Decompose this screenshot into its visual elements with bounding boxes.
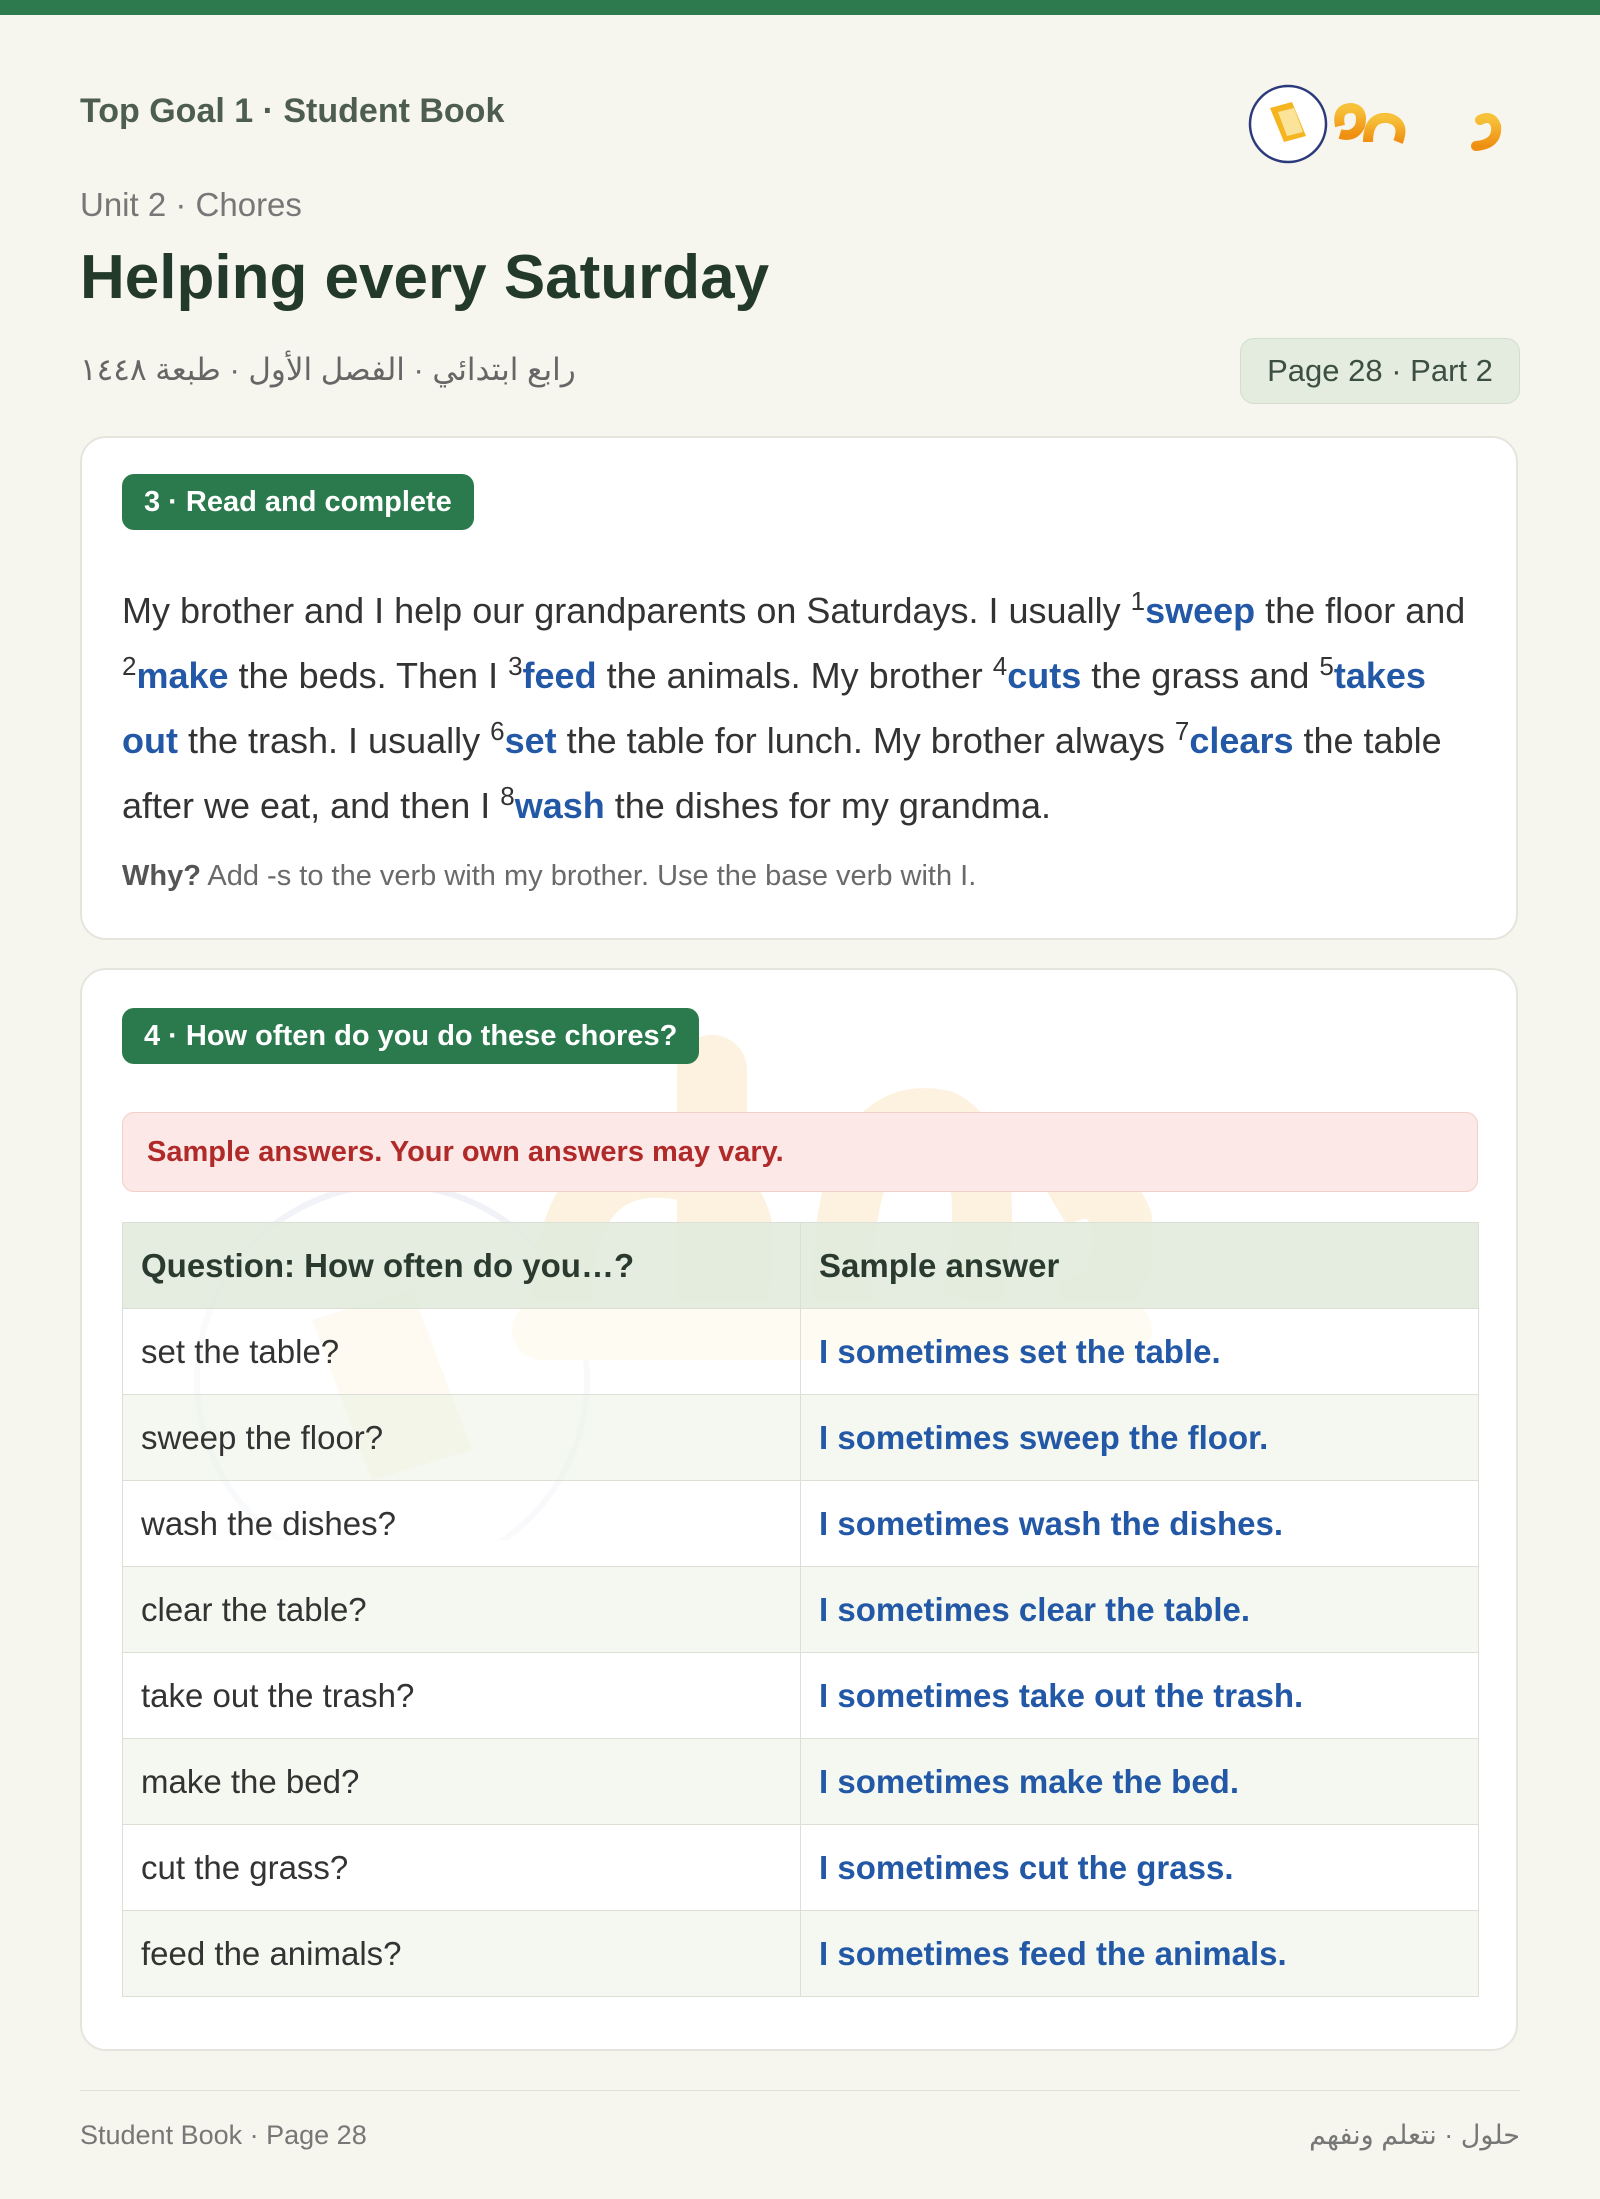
passage-text: the beds. Then I (228, 655, 509, 696)
blank-number: 1 (1130, 586, 1146, 616)
blank-answer: wash (514, 785, 605, 826)
passage-text: the table for lunch. My brother always (556, 720, 1175, 761)
why-label: Why? (122, 860, 201, 892)
chores-table (122, 1222, 1479, 1997)
column-header-question: Question: How often do you…? (123, 1223, 801, 1309)
table-row (123, 1653, 1479, 1739)
passage-text: the animals. My brother (596, 655, 993, 696)
top-accent-bar (0, 0, 1600, 15)
blank-answer: clears (1189, 720, 1294, 761)
passage-text: the trash. I usually (177, 720, 491, 761)
book-title: Top Goal 1 · Student Book (80, 92, 505, 130)
question-cell: feed the animals? (123, 1911, 801, 1997)
blank-answer: sweep (1145, 590, 1256, 631)
question-cell: clear the table? (123, 1567, 801, 1653)
answer-cell: I sometimes clear the table. (801, 1567, 1479, 1653)
blank-number: 4 (992, 651, 1008, 681)
question-cell: sweep the floor? (123, 1395, 801, 1481)
passage-text: the grass and (1081, 655, 1320, 696)
table-row (123, 1911, 1479, 1997)
exercise-4-heading: 4 · How often do you do these chores? (122, 1008, 699, 1064)
table-row (123, 1739, 1479, 1825)
blank-answer: make (136, 655, 229, 696)
answer-cell: I sometimes feed the animals. (801, 1911, 1479, 1997)
table-row (123, 1825, 1479, 1911)
question-cell: set the table? (123, 1309, 801, 1395)
exercise-4-card (80, 968, 1518, 2051)
passage-text: the table after we eat, and then I (122, 720, 1442, 826)
page-badge: Page 28 · Part 2 (1240, 338, 1520, 404)
footer-divider (80, 2090, 1520, 2091)
blank-answer: set (504, 720, 557, 761)
exercise-3-passage (122, 578, 1482, 838)
blank-answer: takes out (122, 655, 1426, 761)
answer-cell: I sometimes set the table. (801, 1309, 1479, 1395)
table-row (123, 1481, 1479, 1567)
question-cell: make the bed? (123, 1739, 801, 1825)
brand-logo (1248, 66, 1508, 176)
blank-number: 7 (1174, 716, 1190, 746)
unit-label: Unit 2 · Chores (80, 186, 302, 223)
blank-answer: cuts (1007, 655, 1082, 696)
sample-answers-note: Sample answers. Your own answers may vary. (122, 1112, 1478, 1192)
footer-brand-tagline: حلول · نتعلم ونفهم (1309, 2120, 1520, 2150)
blank-answer: feed (522, 655, 597, 696)
answer-cell: I sometimes cut the grass. (801, 1825, 1479, 1911)
table-header-row (123, 1223, 1479, 1309)
page-header (80, 92, 1520, 131)
table-row (123, 1395, 1479, 1481)
grammar-tip (122, 860, 976, 893)
footer-page-label: Student Book · Page 28 (80, 2120, 367, 2150)
question-cell: take out the trash? (123, 1653, 801, 1739)
blank-number: 2 (122, 651, 137, 681)
blank-number: 5 (1319, 651, 1334, 681)
passage-text: the dishes for my grandma. (604, 785, 1051, 826)
blank-number: 6 (490, 716, 505, 746)
blank-number: 3 (508, 651, 523, 681)
answer-cell: I sometimes take out the trash. (801, 1653, 1479, 1739)
answer-cell: I sometimes make the bed. (801, 1739, 1479, 1825)
passage-text: the floor and (1255, 590, 1466, 631)
lesson-title: Helping every Saturday (80, 243, 770, 312)
why-text: Add -s to the verb with my brother. Use the base verb with I. (200, 860, 977, 892)
answer-cell: I sometimes wash the dishes. (801, 1481, 1479, 1567)
exercise-3-heading: 3 · Read and complete (122, 474, 474, 530)
table-row (123, 1567, 1479, 1653)
exercise-3-card (80, 436, 1518, 940)
question-cell: cut the grass? (123, 1825, 801, 1911)
answer-cell: I sometimes sweep the floor. (801, 1395, 1479, 1481)
question-cell: wash the dishes? (123, 1481, 801, 1567)
passage-text: My brother and I help our grandparents on Saturdays. I usually (122, 590, 1131, 631)
column-header-answer: Sample answer (801, 1223, 1479, 1309)
table-row (123, 1309, 1479, 1395)
grade-term-edition: رابع ابتدائي · الفصل الأول · طبعة ١٤٤٨ (80, 352, 576, 387)
blank-number: 8 (500, 781, 515, 811)
